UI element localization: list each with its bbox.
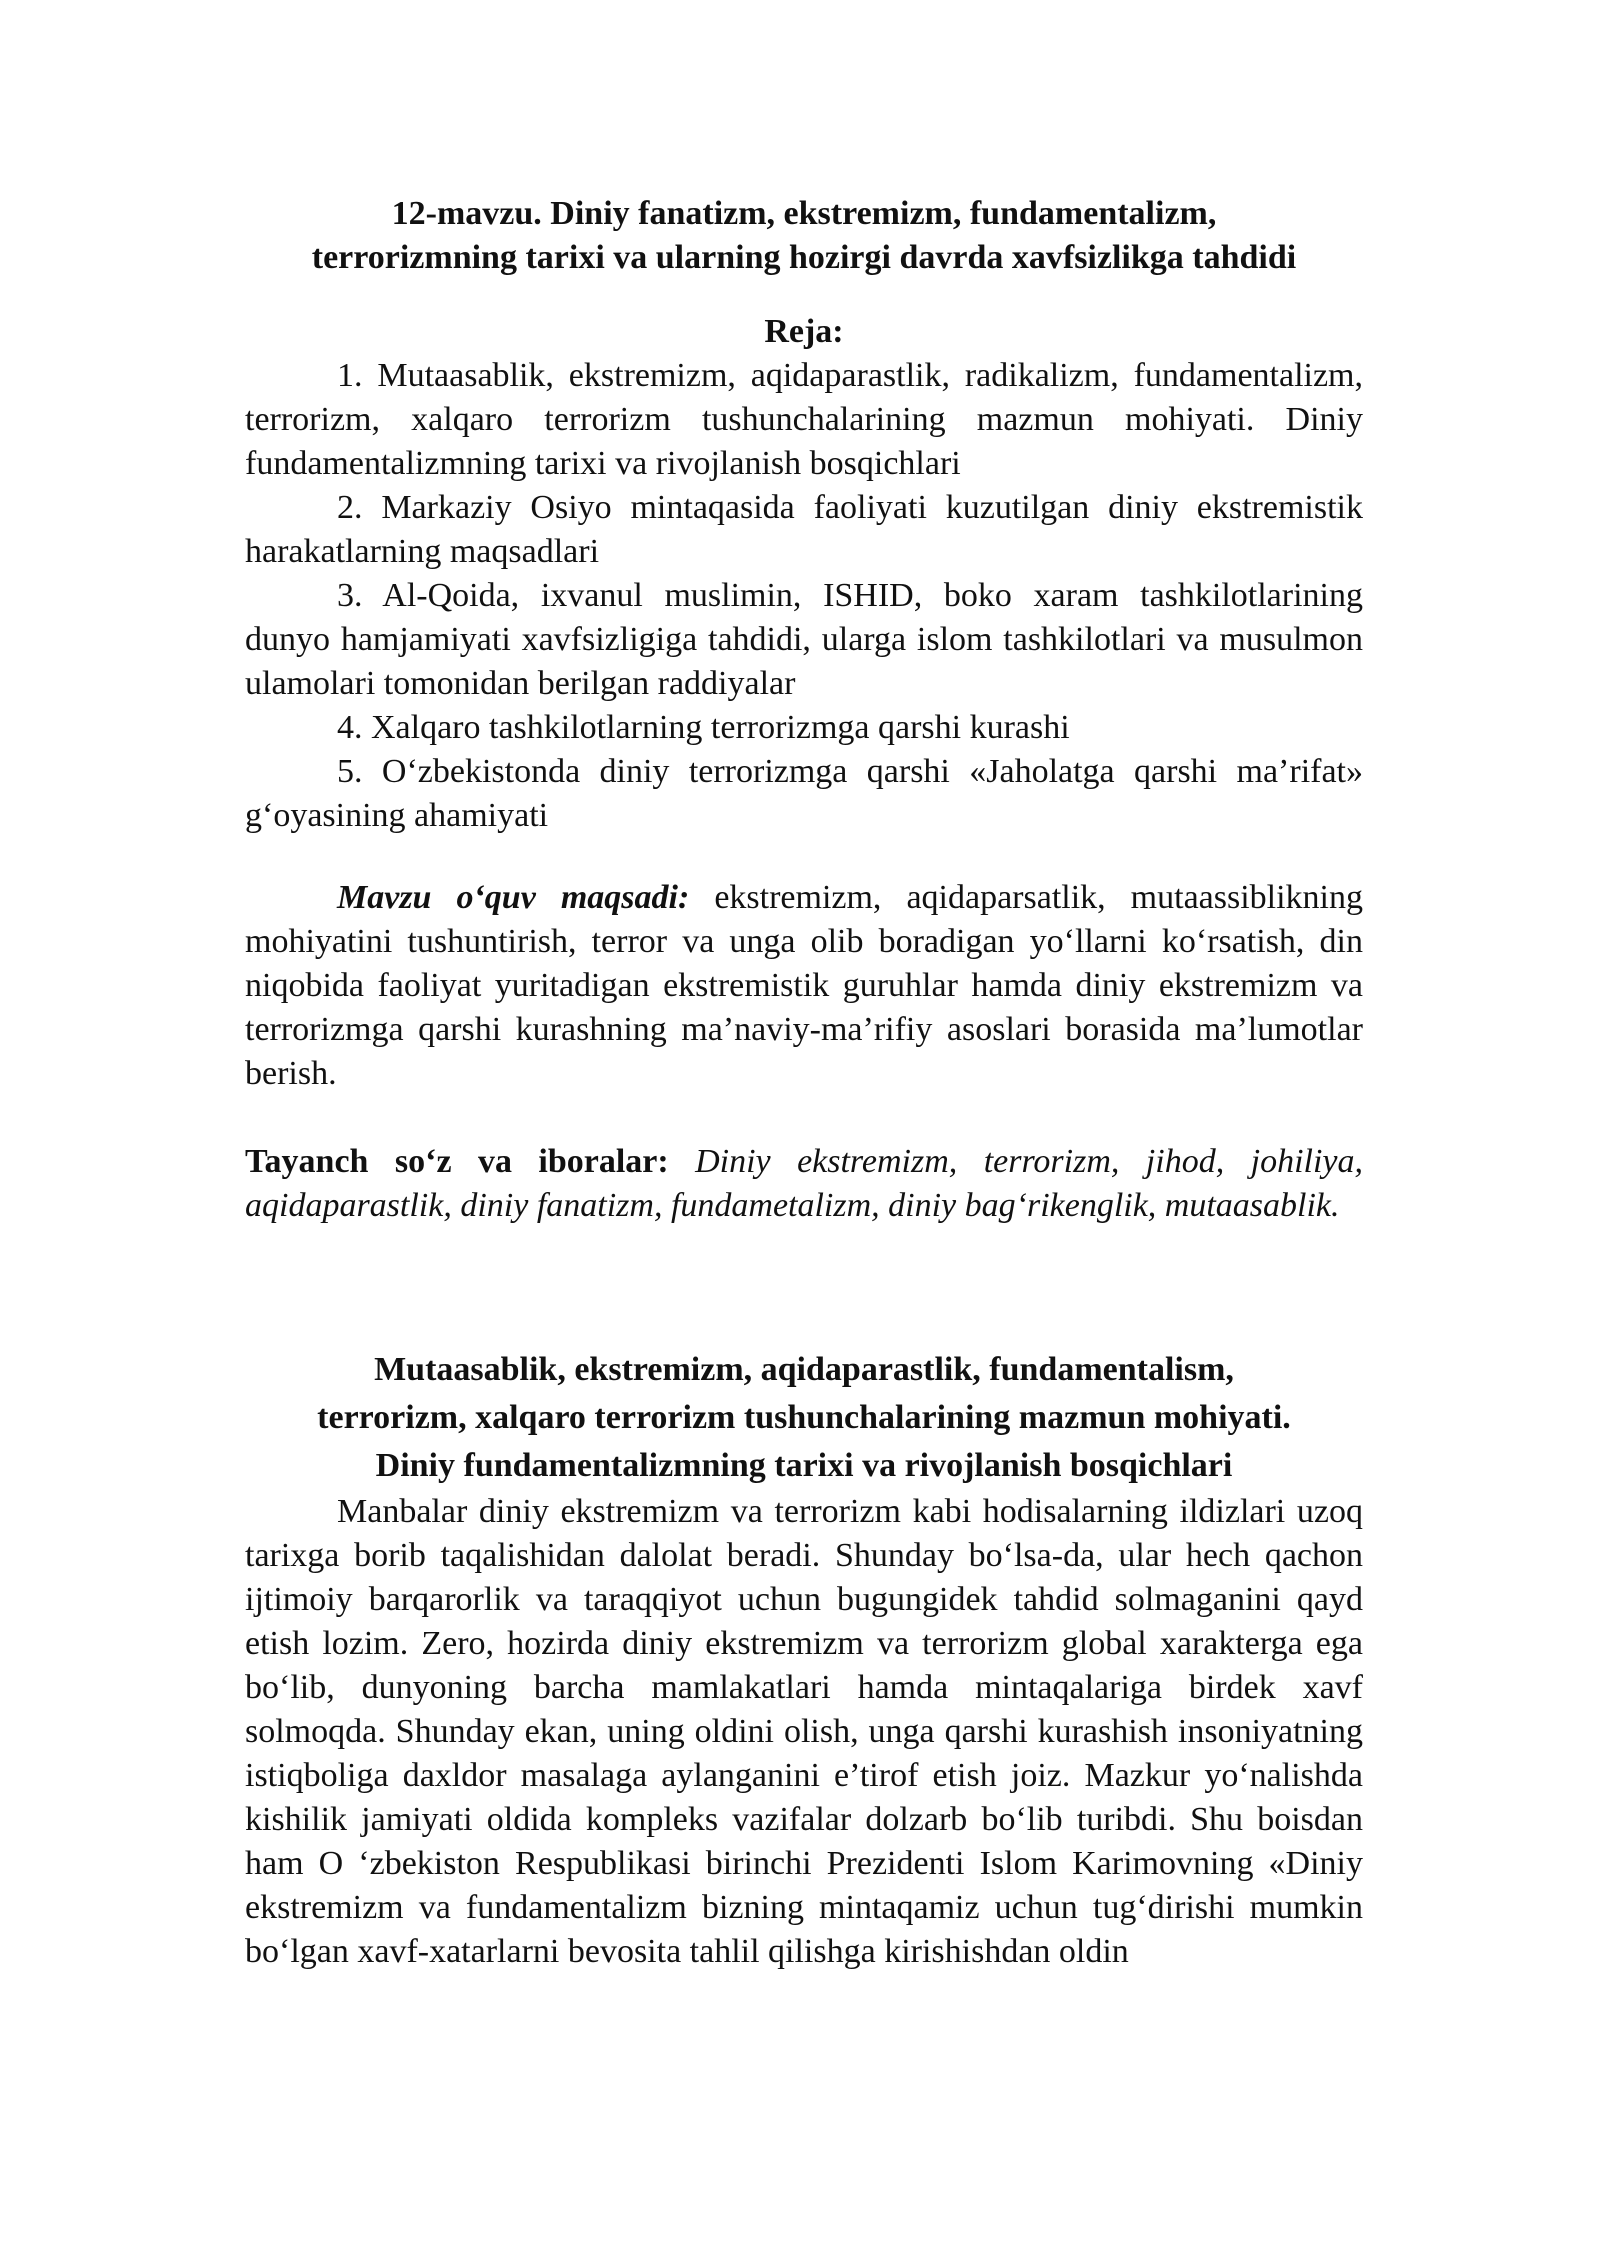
plan-item-3: 3. Al-Qoida, ixvanul muslimin, ISHID, boko xaram tashkilotlarining dunyo hamjamiyati xavfsizligiga tahdidi, ularga islom tashkilotlari va musulmon ulamolari tomonidan berilgan raddiyalar [245, 577, 1363, 702]
plan-item-1: 1. Mutaasablik, ekstremizm, aqidaparastlik, radikalizm, fundamentalizm, terrorizm, xalqaro terrorizm tushunchalarining mazmun mohiyati. Diniy fundamentalizmning tarixi va rivojlanish bosqichlari [245, 357, 1363, 482]
title-line-1: 12-mavzu. Diniy fanatizm, ekstremizm, fundamentalizm, [391, 195, 1217, 232]
keywords-label: Tayanch so‘z va iboralar: [245, 1143, 669, 1180]
section-title [245, 1346, 1363, 1490]
learning-goal-text: ekstremizm, aqidaparsatlik, mutaassiblikning mohiyatini tushuntirish, terror va unga olib boradigan yo‘llarni ko‘rsatish, din niqobida faoliyat yuritadigan ekstremistik guruhlar hamda diniy ekstremizm va terrorizmga qarshi kurashning ma’naviy-ma’rifiy asoslari borasida ma’lumotlar berish. [245, 879, 1364, 1092]
section-paragraph: Manbalar diniy ekstremizm va terrorizm kabi hodisalarning ildizlari uzoq tarixga borib taqalishidan dalolat beradi. Shunday bo‘lsa-da, ular hech qachon ijtimoiy barqarorlik va taraqqiyot uchun bugungidek tahdid solmaganini qayd etish lozim. Zero, hozirda diniy ekstremizm va terrorizm global xarakterga ega bo‘lib, dunyoning barcha mamlakatlari hamda mintaqalariga birdek xavf solmoqda. Shunday ekan, uning oldini olish, unga qarshi kurashish insoniyatning istiqboliga daxldor masalaga aylanganini e’tirof etish joiz. Mazkur yo‘nalishda kishilik jamiyati oldida kompleks vazifalar dolzarb bo‘lib turibdi. Shu boisdan ham O ‘zbekiston Respublikasi birinchi Prezidenti Islom Karimovning «Diniy ekstremizm va fundamentalizm bizning mintaqamiz uchun tug‘dirishi mumkin bo‘lgan xavf-xatarlarni bevosita tahlil qilishga kirishishdan oldin [245, 1493, 1363, 1970]
section-title-line-2: terrorizm, xalqaro terrorizm tushunchalarining mazmun mohiyati. [317, 1399, 1291, 1436]
title-line-2: terrorizmning tarixi va ularning hozirgi davrda xavfsizlikga tahdidi [311, 239, 1297, 276]
document-page [245, 192, 1363, 1974]
plan-heading: Reja: [764, 313, 844, 350]
learning-goal [245, 876, 1363, 1096]
plan-item-5: 5. O‘zbekistonda diniy terrorizmga qarshi «Jaholatga qarshi ma’rifat» g‘oyasining ahamiyati [245, 753, 1363, 834]
plan-list [245, 354, 1363, 838]
plan-item-4: 4. Xalqaro tashkilotlarning terrorizmga qarshi kurashi [337, 709, 1070, 746]
learning-goal-label: Mavzu o‘quv maqsadi: [337, 879, 690, 916]
plan-item-2: 2. Markaziy Osiyo mintaqasida faoliyati kuzutilgan diniy ekstremistik harakatlarning maqsadlari [245, 489, 1363, 570]
section-title-line-3: Diniy fundamentalizmning tarixi va rivojlanish bosqichlari [375, 1447, 1233, 1484]
section-title-line-1: Mutaasablik, ekstremizm, aqidaparastlik, fundamentalism, [374, 1351, 1234, 1388]
keywords-text: Diniy ekstremizm, terrorizm, jihod, johiliya, aqidaparastlik, diniy fanatizm, fundametalizm, diniy bag‘rikenglik, mutaasablik. [245, 1143, 1363, 1224]
document-title [245, 192, 1363, 280]
keywords [245, 1140, 1363, 1228]
